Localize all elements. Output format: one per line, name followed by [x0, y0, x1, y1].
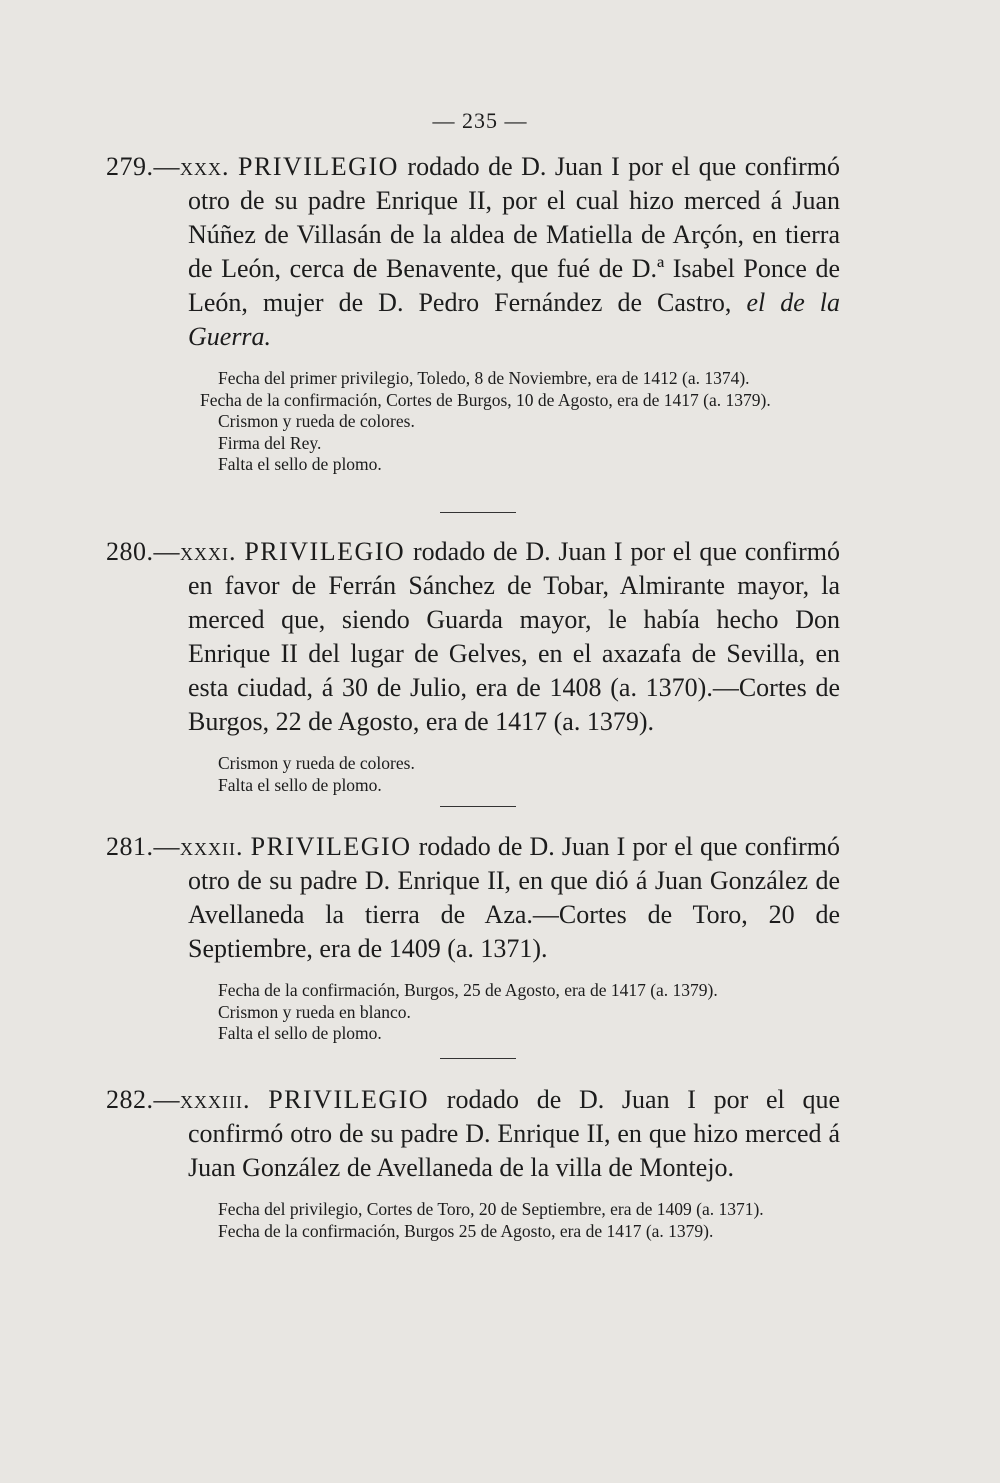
entry-body: rodado de D. Juan I por el que confirmó otro de su padre Enrique II, por el cual hizo merced á Juan Núñez de Villasán de la aldea de Matiella de Arçón, en tierra de León, cerca de Benavente, que fué de D.ª Isabel Ponce de León, mujer de D. Pedro Fernández de Castro,	[188, 152, 841, 317]
note: Fecha del privilegio, Cortes de Toro, 20 de Septiembre, era de 1409 (a. 1371).	[218, 1199, 764, 1219]
entry-body: rodado de D. Juan I por el que confirmó en favor de Ferrán Sánchez de Tobar, Almirante mayor, la merced que, siendo Guarda mayor, le había hecho Don Enrique II del lugar de Gelves, en el axazafa de Sevilla, en esta ciudad, á 30 de Julio, era de 1408 (a. 1370).—Cortes de Burgos, 22 de Agosto, era de 1417 (a. 1379).	[188, 537, 841, 736]
entry-roman-numeral: xxxiii.	[180, 1085, 251, 1114]
entry-number: 279.—	[106, 152, 180, 181]
entry-main-text	[106, 1083, 841, 1185]
note: Fecha de la confirmación, Burgos, 25 de Agosto, era de 1417 (a. 1379).	[218, 980, 718, 1000]
page-number: — 235 —	[432, 108, 528, 133]
entry-main-text	[106, 830, 841, 966]
entry-main-text	[106, 535, 841, 739]
entry-heading: PRIVILEGIO	[268, 1085, 430, 1114]
entry-heading: PRIVILEGIO	[250, 832, 412, 861]
entry-heading: PRIVILEGIO	[244, 537, 406, 566]
note: Crismon y rueda en blanco.	[218, 1001, 411, 1022]
section-divider	[440, 806, 516, 807]
note: Falta el sello de plomo.	[218, 774, 382, 795]
entry-notes	[188, 368, 840, 476]
note: Crismon y rueda de colores.	[218, 411, 415, 431]
entry-body: rodado de D. Juan I por el que confirmó otro de su padre D. Enrique II, en que dió á Juan González de Avellaneda la tierra de Aza.—Cortes de Toro, 20 de Septiembre, era de 1409 (a. 1371).	[188, 832, 841, 963]
note: Falta el sello de plomo.	[218, 454, 382, 474]
entry-heading: PRIVILEGIO	[238, 152, 399, 181]
entry-roman-numeral: xxxi.	[180, 537, 237, 566]
entry-279	[106, 150, 841, 476]
entry-notes	[188, 980, 840, 1045]
note: Fecha de la confirmación, Burgos 25 de Agosto, era de 1417 (a. 1379).	[218, 1220, 714, 1241]
entry-body: rodado de D. Juan I por el que confirmó otro de su padre D. Enrique II, en que hizo merced á Juan González de Avellaneda de la villa de Montejo.	[188, 1085, 841, 1182]
note: Fecha de la confirmación, Cortes de Burgos, 10 de Agosto, era de 1417 (a. 1379).	[200, 389, 771, 410]
section-divider	[440, 512, 516, 513]
entry-notes	[188, 1199, 840, 1242]
entry-notes	[188, 753, 840, 796]
section-divider	[440, 1058, 516, 1059]
entry-282	[106, 1083, 841, 1242]
entry-281	[106, 830, 841, 1045]
note: Falta el sello de plomo.	[218, 1023, 382, 1043]
entry-roman-numeral: xxxii.	[180, 832, 244, 861]
note: Crismon y rueda de colores.	[218, 753, 415, 773]
note: Fecha del primer privilegio, Toledo, 8 de Noviembre, era de 1412 (a. 1374).	[218, 368, 750, 388]
entry-roman-numeral: xxx.	[180, 152, 230, 181]
entry-number: 280.—	[106, 537, 180, 566]
entry-number: 281.—	[106, 832, 180, 861]
entry-italic-tail: el de la Guerra.	[188, 288, 841, 351]
note: Firma del Rey.	[218, 432, 322, 453]
entry-280	[106, 535, 841, 796]
entry-main-text	[106, 150, 841, 354]
entry-number: 282.—	[106, 1085, 180, 1114]
